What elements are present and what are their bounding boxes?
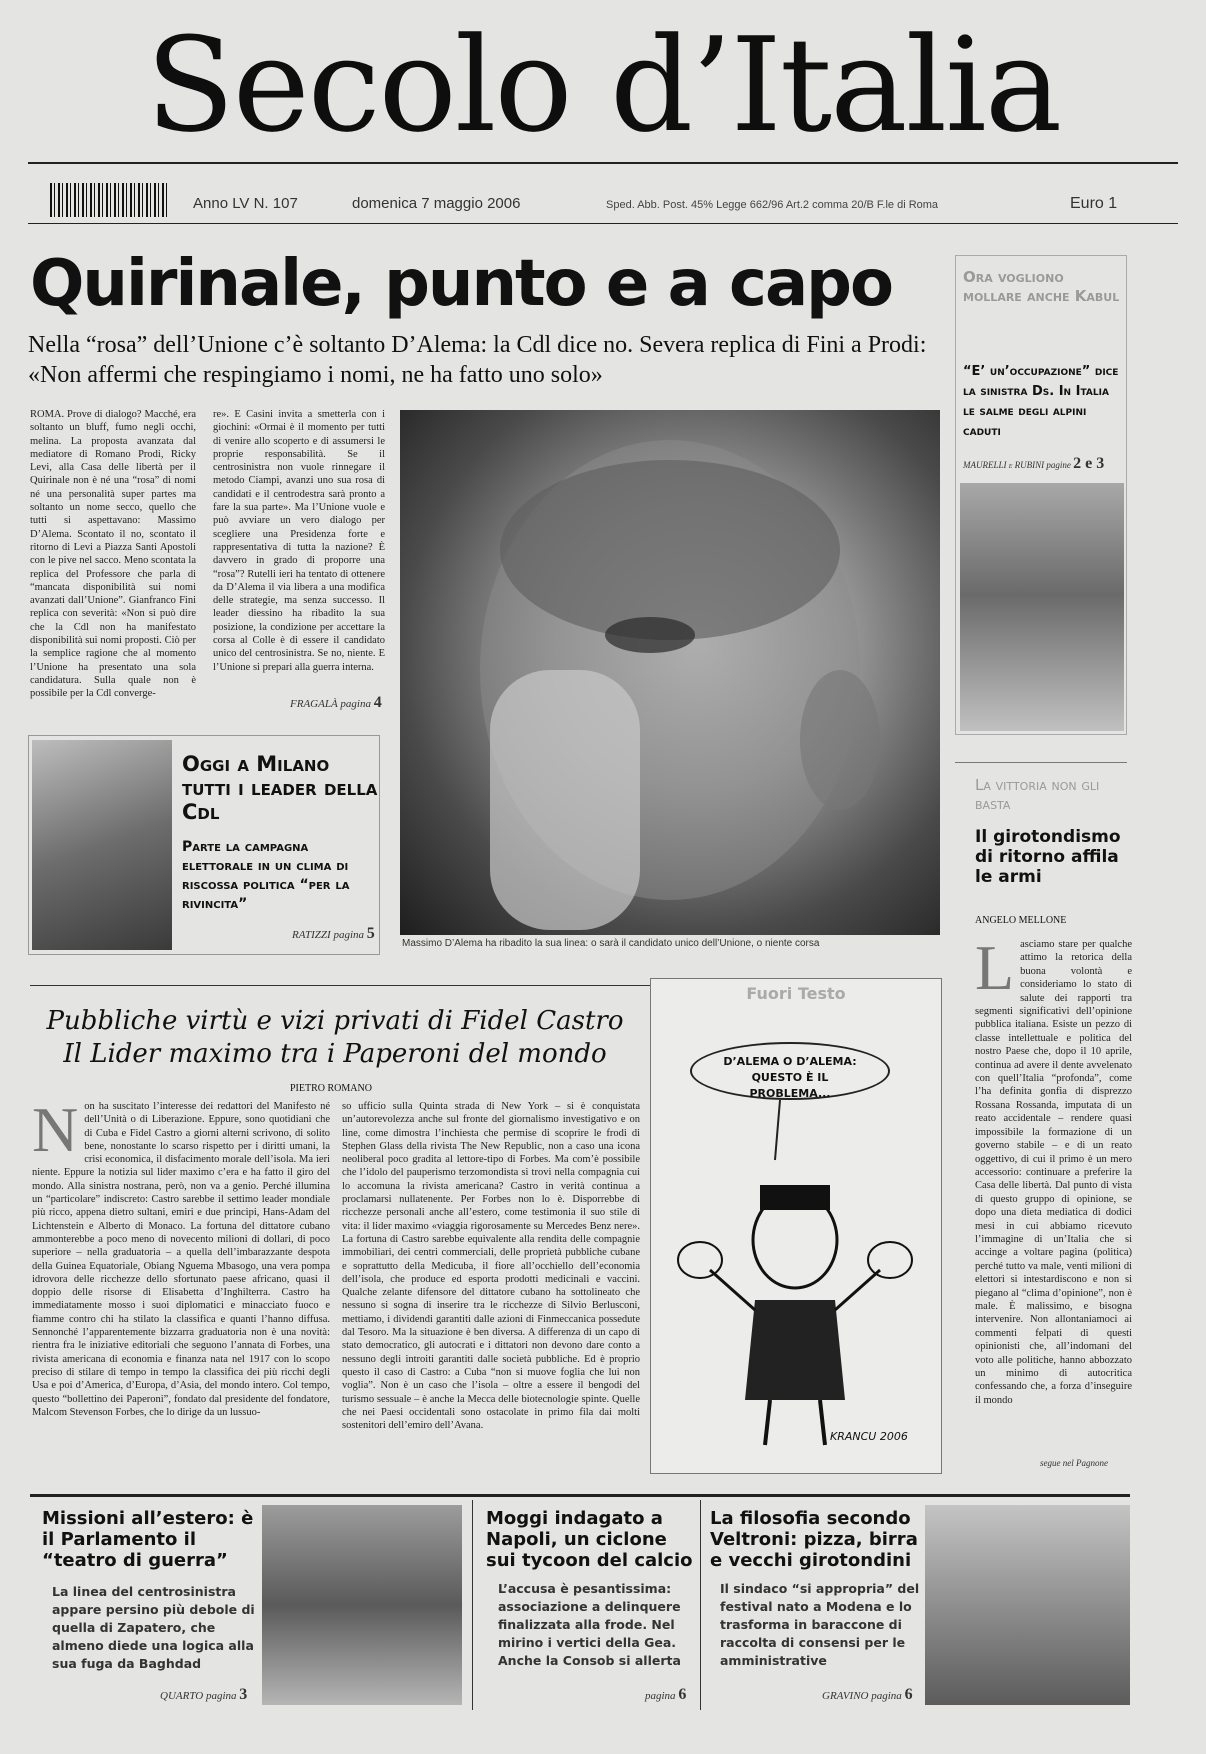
bottom-3-page-ref xyxy=(822,1686,913,1704)
castro-column-2: so ufficio sulla Quinta strada di New York – si è conquistata un’autorevolezza anche sul fronte del giornalismo investigativo e on line, come dimostra l’inchiesta che permise di scoprire le frodi di Stephen Glass della rivista The New Republic, non a caso una icona neoliberal poco gradita al lettore-tipo di Forbes. Ma com’è possibile che l’idolo del pauperismo terzomondista si trovi nella compagnia cui lo accomuna la rivista americana? Castro in verità continua a proclamarsi nullatenente. Per Forbes non lo è. Disporrebbe di ricchezze personali anche all’estero, come testimonia il suo stile di vita: il lider maximo «viaggia rigorosamente su Mercedes Benz nere». La fortuna di Castro sarebbe equivalente alla rendita delle compagnie immobiliari, dei centri commerciali, delle proprietà pubbliche cubane e soprattutto della Medicuba, il fiore all’occhiello dell’economia dell’isola, che produce ed esporta prodotti medicinali e vaccini. Qualche zelante difensore del dittatore cubano ha sottolineato che nessuno si sogna di inserire tra le ricchezze di Silvio Berlusconi, mettiamo, i dividendi garantiti dalle azioni di Finmeccanica possedute dal Tesoro. Ma la situazione è ben diversa. A differenza di un capo di stato democratico, gli autocrati e i dittatori non devono dare conto a nessuno degli introiti garantiti dalle società pubbliche. Ed è proprio questo il caso di Castro: a Cuba “non si muove foglia che lui non voglia”. Non è un caso che l’isola – oltre a essere il bengodi del turismo sessuale – è anche la Mecca delle biotecnologie spinte. Quelle che nei Paesi occidentali sono ostacolate in primo fila dai molti sostenitori dell’emiro dell’Avana. xyxy=(342,1101,640,1432)
sidebar-bottom-body: asciamo stare per qualche attimo la retorica della buona volontà e consideriamo lo stato di salute dei rapporti tra segmenti significativi dell’opinione pubblica italiana. Esiste un pezzo di classe intellettuale e politica del nostro Paese che, dopo il 10 aprile, continua ad avere il dente avvelenato con quell’Italia “profonda”, come l’ha definita gonfia di disprezzo Rossana Rossanda, imputata di un reato accidentale – rendere quasi impossibile la formazione di un governo stabile – e di un reato oggettivo, di cui il primo è un mero accessorio: continuare a preferire la Casa delle libertà. Dal punto di vista di questo gruppo di opinione, se dopo una dieta mediatica di dodici mesi in cui abbiamo ricevuto l’immagine di un’Italia che si accinge a voltare pagina (politica) perché tutto va male, venti milioni di elettori si intestardiscono e non si piegano al “clima d’opinione”, non è male. È malissimo, e bisogna intervenire. Non allontaniamoci ai commenti felpati di questi opinionisti che, all’indomani del voto alle politiche, hanno abbozzato un minimo di autocritica confessando che, a forza d’inseguire il mondo xyxy=(975,939,1132,1406)
bottom-2-body: L’accusa è pesantissima: associazione a delinquere finalizzata alla frode. Nel mirino i vertici della Gea. Anche la Consob si allerta xyxy=(498,1581,681,1668)
sidebar-top-body: “E’ un’occupazione” dice la sinistra Ds. In Italia le salme degli alpini caduti xyxy=(963,364,1119,439)
bottom-3-body: Il sindaco “si appropria” del festival nato a Modena e lo trasforma in baraccone di raccolta di consensi per le amministrative xyxy=(720,1581,920,1668)
castro-author: PIETRO ROMANO xyxy=(290,1083,372,1094)
cartoon-speech-bubble: D’ALEMA O D’ALEMA: QUESTO È IL PROBLEMA... xyxy=(690,1042,890,1100)
bottom-3-ref-num: 6 xyxy=(904,1686,913,1703)
lead-column-2: re». E Casini invita a smetterla con i giochini: «Ormai è il momento per tutti di venire allo scoperto e di assumersi le proprie responsabilità. Se il centrosinistra non vuole rinnegare il metodo Ciampi, avanzi uno sua rosa di candidati e il centrodestra sarà pronto a fare la sua parte». Ma l’Unione vuole e può avviare un vero dialogo per scegliere una Presidenza forte e rappresentativa di tutta la nazione? È davvero in grado di proporre una “rosa”? Rutelli ieri ha tentato di ottenere da D’Alema il via libera a una modifica delle strategie, ma senza successo. Il leader diessino ha ribadito la sua posizione, la condizione per accettare la corsa al Colle è di essere il candidato unico del centrosinistra. Se no, niente. E l’Unione si prepari alla guerra interna. xyxy=(213,409,385,673)
bottom-2-ref-num: 6 xyxy=(678,1686,687,1703)
dalema-photo xyxy=(400,410,940,935)
sidebar-top-page-ref xyxy=(963,455,1104,473)
soldiers-photo xyxy=(262,1505,462,1705)
bottom-1-ref-pagina: pagina xyxy=(205,1690,237,1702)
issue-postal: Sped. Abb. Post. 45% Legge 662/96 Art.2 comma 20/B F.le di Roma xyxy=(606,199,939,211)
cartoon-drawing xyxy=(660,1100,930,1460)
bottom-1-ref-num: 3 xyxy=(239,1686,248,1703)
lead-column-1: ROMA. Prove di dialogo? Macché, era soltanto un bluff, fumo negli occhi, melina. La proposta avanzata dal mediatore di Romano Prodi, Ricky Levi, alla Casa delle libertà per il Quirinale non è né una “rosa” di nomi né una personalità super partes ma soltanto un nome secco, quello che tutti si aspettavano: Massimo D’Alema. Scontato il no, scontato il ritorno di Levi a Piazza Santi Apostoli con le pive nel sacco. Meno scontata la replica del Professore che parla di “mancata disponibilità sui nomi avanzati dall’Unione”. Gianfranco Fini replica con severità: «Non si può dire che la Cdl non ha manifestato disponibilità sui nomi proposti. Ciò per la semplice ragione che al momento l’Unione ha presentato una sola candidatura. Sulla quale non è possibile per la Cdl converge- xyxy=(30,409,196,700)
issue-number: Anno LV N. 107 xyxy=(193,195,298,212)
sidebar-top-ref-author: MAURELLI e RUBINI xyxy=(963,460,1045,470)
issue-date: domenica 7 maggio 2006 xyxy=(352,195,521,212)
lead-ref-author: FRAGALÀ xyxy=(290,698,338,710)
bottom-1-body: La linea del centrosinistra appare persino più debole di quella di Zapatero, che almeno diede una logica alla sua fuga da Baghdad xyxy=(52,1584,255,1671)
bottom-3-ref-author: GRAVINO xyxy=(822,1690,869,1702)
bottom-divider-1 xyxy=(472,1500,473,1710)
lead-headline: Quirinale, punto e a capo xyxy=(30,247,892,321)
milano-crowd-photo xyxy=(32,740,172,950)
masthead-rule xyxy=(28,162,1178,164)
sidebar-top-kicker: Ora vogliono mollare anche Kabul xyxy=(963,268,1120,305)
masthead-title: Secolo d’Italia xyxy=(145,9,1061,161)
milano-page-ref xyxy=(292,925,375,943)
sidebar-top-ref-num: 2 e 3 xyxy=(1073,455,1105,472)
bottom-1-title: Missioni all’estero: è il Parlamento il “teatro di guerra” xyxy=(42,1508,254,1571)
sidebar-bottom-rule xyxy=(955,762,1127,763)
castro-column-1 xyxy=(32,1100,330,1472)
alpini-coffins-photo xyxy=(960,483,1124,731)
lead-subhead: Nella “rosa” dell’Unione c’è soltanto D’Alema: la Cdl dice no. Severa replica di Fini a Prodi: «Non affermi che respingiamo i nomi, ne ha fatto uno solo» xyxy=(28,332,927,388)
milano-ref-pagina: pagina xyxy=(333,929,365,941)
bottom-2-page-ref xyxy=(645,1686,686,1704)
bottom-1-ref-author: QUARTO xyxy=(160,1690,204,1702)
castro-headline-2: Il Lider maximo tra i Paperoni del mondo xyxy=(63,1039,607,1069)
bottom-3-ref-pagina: pagina xyxy=(871,1690,902,1702)
castro-dropcap: N xyxy=(32,1100,79,1165)
sidebar-bottom-text xyxy=(975,938,1132,1458)
milano-body: Parte la campagna elettorale in un clima di riscossa politica “per la rivincita” xyxy=(182,839,350,912)
milano-title: Oggi a Milano tutti i leader della Cdl xyxy=(182,752,378,824)
castro-headline-1: Pubbliche virtù e vizi privati di Fidel Castro xyxy=(46,1006,624,1036)
bottom-divider-2 xyxy=(700,1500,701,1710)
bottom-2-title: Moggi indagato a Napoli, un ciclone sui tycoon del calcio xyxy=(486,1508,693,1571)
cartoon-signature: KRANCU 2006 xyxy=(830,1430,908,1443)
bottom-2-ref-pagina: pagina xyxy=(645,1690,676,1702)
bottom-strip-rule xyxy=(30,1494,1130,1497)
lead-ref-pagina: pagina xyxy=(340,698,371,710)
sidebar-bottom-continued: segue nel Pagnone xyxy=(1040,1458,1108,1468)
header-rule xyxy=(28,223,1178,224)
castro-col1-text: on ha suscitato l’interesse dei redattori del Manifesto né dell’Unità o di Liberazione. Eppure, sono quotidiani che di Cuba e Fidel Castro a giorni alterni scrivono, di solito bene, nonostante lo scarso rispetto per i diritti umani, la crisi economica, il disfacimento morale dell’isola. Ma ieri niente. Eppure la notizia sul lider maximo c’era e ha fatto il giro del mondo. Alla sinistra nostrana, però, non va a genio. Perché illumina un “particolare” indiscreto: Castro sarebbe il settimo leader mondiale più ricco, appena dietro sultani, emiri e due principi, Hans-Adam del Lichtenstein e Alberto di Monaco. La fortuna del dittatore cubano ammonterebbe a poco meno di novecento milioni di dollari, di poco superiore – nella graduatoria – a quella dell’imbarazzante despota della Guinea Equatoriale, Obiang Nguema Mbasogo, una vera pompa idrovora delle ricchezze dello sfortunato paese africano, quasi il doppio delle risorse di Elisabetta d’Inghilterra. Castro ha immediatamente mosso i suoi diplomatici e minacciato fuoco e fiamme contro chi ha stilato la classifica e quanti l’hanno diffusa. Sennonché l’apparentemente bizzarra graduatoria non è una novità: rientra fra le iniziative editoriali che seguono l’annata di Forbes, una rivista americana di economia e finanza nata nel 1917 con lo scopo preciso di stilare di tempo in tempo la classifica dei più ricchi degli Usa e poi d’America, d’Europa, d’Asia, del mondo intero. Col tempo, questo “bollettino dei Paperoni”, fondato dal presidente del fondatore, Malcom Stevenson Forbes, che lo dirige da un lussuo- xyxy=(32,1101,330,1418)
lead-page-ref xyxy=(290,694,382,712)
sidebar-bottom-dropcap: L xyxy=(975,938,1015,1003)
milano-ref-num: 5 xyxy=(366,925,375,942)
campidoglio-photo xyxy=(925,1505,1130,1705)
lead-ref-num: 4 xyxy=(373,694,382,711)
lead-photo-caption: Massimo D’Alema ha ribadito la sua linea: o sarà il candidato unico dell’Unione, o niente corsa xyxy=(402,938,820,949)
cartoon-label: Fuori Testo xyxy=(746,984,846,1003)
sidebar-bottom-title: Il girotondismo di ritorno affila le armi xyxy=(975,827,1121,887)
sidebar-top-ref-pagina: pagine xyxy=(1046,460,1071,470)
issue-price: Euro 1 xyxy=(1070,195,1118,212)
dalema-portrait-svg xyxy=(400,410,940,935)
sidebar-bottom-author: ANGELO MELLONE xyxy=(975,915,1067,926)
bottom-1-page-ref xyxy=(160,1686,247,1704)
milano-ref-author: RATIZZI xyxy=(292,929,331,941)
castro-headlines xyxy=(30,1005,640,1071)
barcode xyxy=(50,183,168,217)
sidebar-bottom-kicker: La vittoria non gli basta xyxy=(975,776,1100,813)
bottom-3-title: La filosofia secondo Veltroni: pizza, birra e vecchi girotondini xyxy=(710,1508,918,1571)
